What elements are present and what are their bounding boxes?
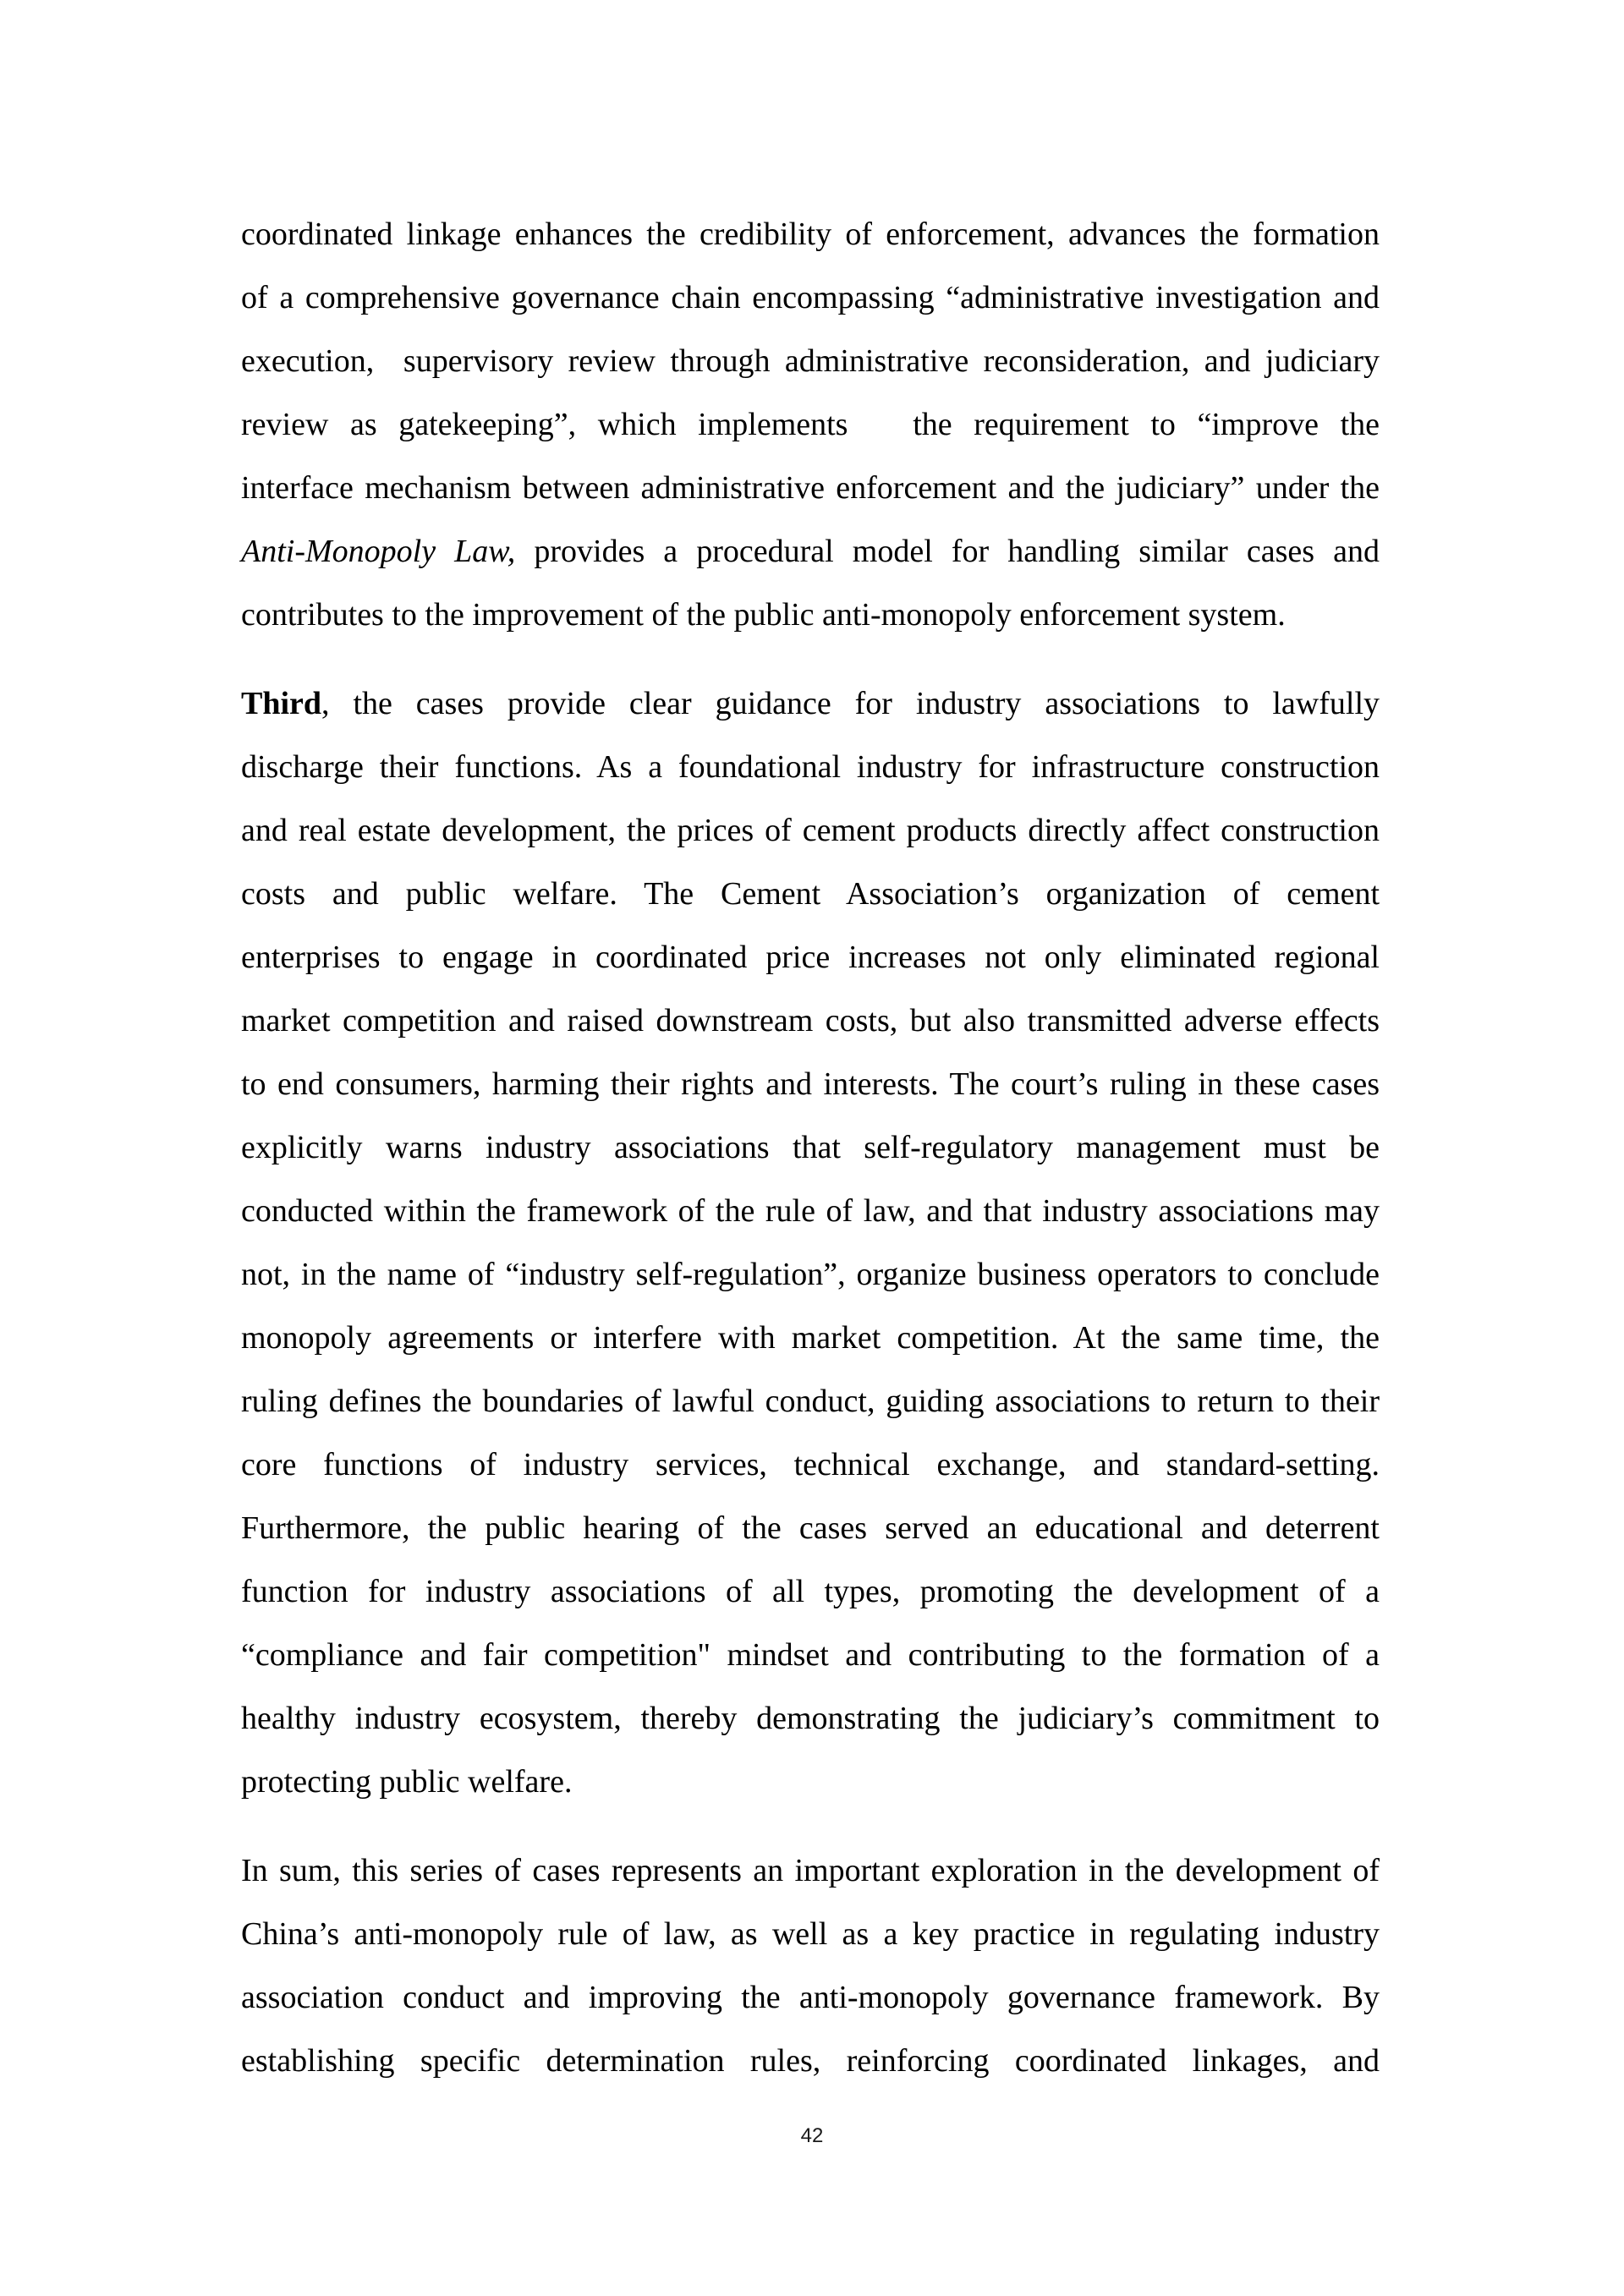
text-run: China’s anti-monopoly rule of law, as well as a key practice in regulating industry — [241, 1916, 1380, 1952]
text-line — [241, 672, 1380, 736]
text-run: contributes to the improvement of the public anti-monopoly enforcement system. — [241, 597, 1286, 633]
text-run: ruling defines the boundaries of lawful conduct, guiding associations to return to their — [241, 1384, 1380, 1419]
text-line — [241, 1839, 1380, 1903]
text-run: association conduct and improving the anti-monopoly governance framework. By — [241, 1980, 1380, 2015]
text-content — [241, 203, 1380, 2118]
paragraph — [241, 203, 1380, 647]
text-line — [241, 1687, 1380, 1751]
text-line — [241, 330, 1380, 393]
text-line — [241, 1497, 1380, 1560]
text-run: of a comprehensive governance chain encompassing “administrative investigation and — [241, 280, 1380, 315]
text-line — [241, 2030, 1380, 2093]
text-run: coordinated linkage enhances the credibility of enforcement, advances the formation — [241, 216, 1380, 252]
text-line — [241, 266, 1380, 330]
text-line — [241, 1433, 1380, 1497]
text-line — [241, 1116, 1380, 1180]
text-run: Furthermore, the public hearing of the cases served an educational and deterrent — [241, 1510, 1380, 1546]
text-line — [241, 863, 1380, 926]
page-number-footer: 42 — [800, 2124, 824, 2147]
text-run: , the cases provide clear guidance for industry associations to lawfully — [321, 686, 1380, 721]
text-line — [241, 1370, 1380, 1433]
text-run: review as gatekeeping”, which implements the requirement to “improve the — [241, 407, 1380, 442]
text-line — [241, 457, 1380, 520]
text-line — [241, 203, 1380, 266]
text-run: core functions of industry services, technical exchange, and standard-setting. — [241, 1447, 1380, 1482]
text-line — [241, 736, 1380, 799]
text-run: healthy industry ecosystem, thereby demonstrating the judiciary’s commitment to — [241, 1701, 1380, 1736]
text-run: conducted within the framework of the rule of law, and that industry associations may — [241, 1193, 1380, 1229]
text-run: execution, supervisory review through administrative reconsideration, and judiciary — [241, 343, 1380, 379]
text-line — [241, 989, 1380, 1053]
text-run: enterprises to engage in coordinated price increases not only eliminated regional — [241, 940, 1380, 975]
text-line — [241, 1966, 1380, 2030]
text-line — [241, 1243, 1380, 1307]
bold-text-run: Third — [241, 686, 322, 721]
text-line — [241, 799, 1380, 863]
text-line — [241, 1903, 1380, 1966]
text-run: In sum, this series of cases represents an important exploration in the development of — [241, 1853, 1380, 1888]
text-run: provides a procedural model for handling similar cases and — [515, 534, 1380, 569]
text-run: protecting public welfare. — [241, 1764, 573, 1800]
text-run: market competition and raised downstream costs, but also transmitted adverse effects — [241, 1003, 1380, 1038]
text-run: explicitly warns industry associations that self-regulatory management must be — [241, 1130, 1380, 1165]
text-run: interface mechanism between administrative enforcement and the judiciary” under the — [241, 470, 1380, 506]
text-run: costs and public welfare. The Cement Association’s organization of cement — [241, 876, 1380, 912]
text-run: establishing specific determination rules, reinforcing coordinated linkages, and — [241, 2043, 1380, 2079]
text-line — [241, 1307, 1380, 1370]
text-run: “compliance and fair competition" mindset and contributing to the formation of a — [241, 1637, 1380, 1673]
text-line — [241, 1053, 1380, 1116]
text-run: monopoly agreements or interfere with market competition. At the same time, the — [241, 1320, 1380, 1356]
text-run: to end consumers, harming their rights and interests. The court’s ruling in these cases — [241, 1066, 1380, 1102]
text-line — [241, 584, 1380, 647]
text-line — [241, 393, 1380, 457]
paragraph — [241, 1839, 1380, 2093]
paragraph — [241, 672, 1380, 1814]
text-line — [241, 926, 1380, 989]
text-line — [241, 1180, 1380, 1243]
italic-text-run: Anti-Monopoly Law, — [241, 534, 516, 569]
text-line — [241, 1624, 1380, 1687]
text-run: function for industry associations of all types, promoting the development of a — [241, 1574, 1380, 1609]
text-run: discharge their functions. As a foundational industry for infrastructure construction — [241, 749, 1380, 785]
text-run: and real estate development, the prices of cement products directly affect construction — [241, 813, 1380, 848]
text-line — [241, 1560, 1380, 1624]
text-run: not, in the name of “industry self-regulation”, organize business operators to conclude — [241, 1257, 1380, 1292]
text-line — [241, 1751, 1380, 1814]
text-line — [241, 520, 1380, 584]
